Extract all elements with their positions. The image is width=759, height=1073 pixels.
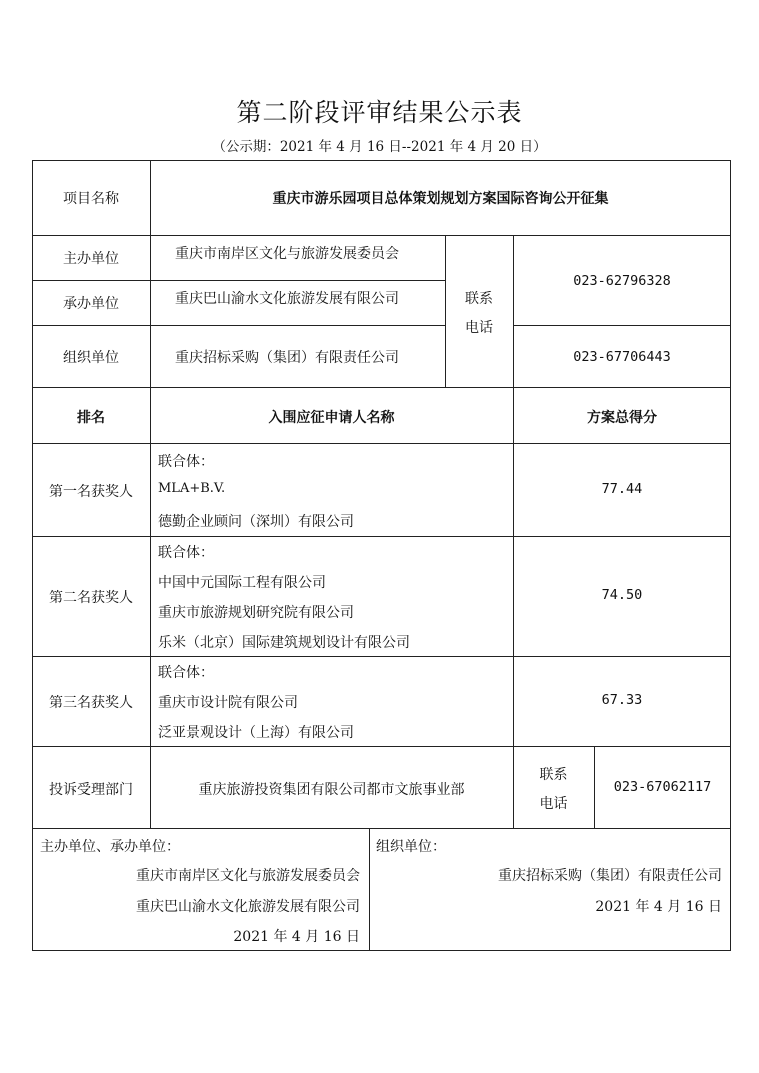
score-header: 方案总得分 — [587, 410, 657, 426]
complaint-label: 投诉受理部门 — [49, 782, 133, 798]
winner-1-line-1: 联合体： — [158, 454, 214, 470]
project-label: 项目名称 — [63, 191, 119, 207]
winner-2-rank: 第二名获奖人 — [49, 590, 133, 606]
undertaker-label: 承办单位 — [63, 296, 119, 312]
complaint-contact-label-line2: 电话 — [539, 796, 568, 812]
winner-3-rank: 第三名获奖人 — [49, 695, 133, 711]
footer-left-date: 2021 年 4 月 16 日 — [233, 929, 360, 945]
undertaker-name: 重庆巴山渝水文化旅游发展有限公司 — [175, 291, 399, 307]
rank-header: 排名 — [77, 410, 105, 426]
winner-2-line-3: 重庆市旅游规划研究院有限公司 — [158, 605, 354, 621]
footer-right-date: 2021 年 4 月 16 日 — [595, 899, 722, 915]
winner-1-line-2: MLA+B.V. — [158, 481, 226, 496]
contact-label-line1: 联系 — [465, 291, 493, 307]
winner-1-rank: 第一名获奖人 — [49, 484, 133, 500]
footer-left-label: 主办单位、承办单位： — [40, 839, 180, 855]
footer-right-label: 组织单位： — [376, 839, 446, 855]
publication-period: （公示期：2021 年 4 月 16 日--2021 年 4 月 20 日） — [212, 139, 547, 155]
organizer-name: 重庆招标采购（集团）有限责任公司 — [175, 350, 399, 366]
footer-right-line-1: 重庆招标采购（集团）有限责任公司 — [498, 868, 722, 884]
organizer-label: 组织单位 — [63, 350, 119, 366]
host-phone: 023-62796328 — [573, 273, 671, 289]
winner-2-score: 74.50 — [601, 587, 643, 603]
complaint-department: 重庆旅游投资集团有限公司都市文旅事业部 — [198, 782, 465, 798]
organizer-phone: 023-67706443 — [573, 349, 671, 365]
page-title: 第二阶段评审结果公示表 — [236, 98, 523, 127]
winner-3-line-2: 重庆市设计院有限公司 — [158, 695, 298, 711]
footer-left-line-1: 重庆市南岸区文化与旅游发展委员会 — [136, 868, 360, 884]
winner-2-line-2: 中国中元国际工程有限公司 — [158, 575, 326, 591]
applicant-header: 入围应征申请人名称 — [268, 410, 395, 426]
complaint-contact-label-line1: 联系 — [539, 767, 568, 783]
host-name: 重庆市南岸区文化与旅游发展委员会 — [175, 246, 399, 262]
winner-3-line-3: 泛亚景观设计（上海）有限公司 — [158, 725, 354, 741]
complaint-phone: 023-67062117 — [613, 779, 712, 795]
winner-1-score: 77.44 — [601, 481, 643, 497]
winner-2-line-1: 联合体： — [158, 545, 214, 561]
host-label: 主办单位 — [63, 251, 119, 267]
project-name: 重庆市游乐园项目总体策划规划方案国际咨询公开征集 — [272, 191, 609, 207]
winner-2-line-4: 乐米（北京）国际建筑规划设计有限公司 — [158, 635, 410, 651]
contact-label-line2: 电话 — [465, 320, 493, 336]
footer-left-line-2: 重庆巴山渝水文化旅游发展有限公司 — [136, 899, 360, 915]
winner-3-line-1: 联合体： — [158, 665, 214, 681]
winner-1-line-3: 德勤企业顾问（深圳）有限公司 — [158, 514, 354, 530]
winner-3-score: 67.33 — [601, 692, 643, 708]
